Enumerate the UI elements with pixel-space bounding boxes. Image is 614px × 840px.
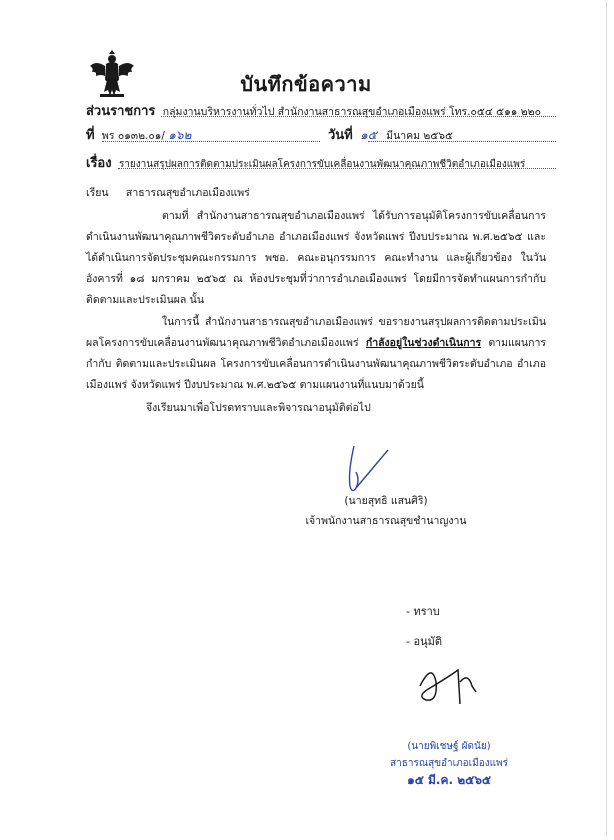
ref-value: พร ๐๑๓๒.๐๑/	[101, 130, 165, 142]
para2-text-after: ตามแผนการกำกับ ติดตามและประเมินผล โครงการขับเคลื่อนการดำเนินงานพัฒนาคุณภาพชีวิตระดับอำเภอ อำเภอเมืองแพร่ จังหวัดแพร่ ปีงบประมาณ พ.ศ.๒๕๖๕ ตามแผนงานที่แนบมาด้วยนี้	[86, 337, 546, 391]
agency-label: ส่วนราชการ	[86, 104, 156, 119]
date-handwritten-day: ๑๕	[360, 128, 377, 142]
agency-underline	[161, 116, 556, 117]
body-paragraph-2	[86, 312, 546, 396]
to-value: สาธารณสุขอำเภอเมืองแพร่	[125, 187, 250, 199]
approver-position: สาธารณสุขอำเภอเมืองแพร่	[390, 758, 508, 769]
note-acknowledge: - ทราบ	[406, 605, 440, 618]
requester-position: เจ้าพนักงานสาธารณสุขชำนาญงาน	[305, 515, 467, 527]
agency-row	[86, 100, 541, 121]
ref-label: ที่	[86, 128, 95, 143]
memo-page	[6, 2, 607, 836]
date-underline	[368, 141, 556, 142]
subject-label: เรื่อง	[86, 156, 112, 171]
approver-signature-icon	[402, 652, 502, 712]
para2-emphasis: กำลังอยู่ในช่วงดำเนินการ	[365, 337, 482, 349]
date-value: มีนาคม ๒๕๖๕	[386, 130, 453, 142]
subject-value: รายงานสรุปผลการติดตามประเมินผลโครงการขับเคลื่อนงานพัฒนาคุณภาพชีวิตอำเภอเมืองแพร่	[118, 159, 526, 170]
subject-row	[86, 152, 525, 173]
ref-handwritten-number: ๑๖๒	[168, 128, 192, 142]
para1-text: ตามที่ สำนักงานสาธารณสุขอำเภอเมืองแพร่ ได้รับการอนุมัติโครงการขับเคลื่อนการดำเนินงานพัฒนาคุณภาพชีวิตระดับอำเภอ อำเภอเมืองแพร่ จังหวัดแพร่ ปีงบประมาณ พ.ศ.๒๕๖๕ และได้ดำเนินการจัดประชุมคณะกรรมการ พชอ. คณะอนุกรรมการ คณะทำงาน และผู้เกี่ยวข้อง ในวันอังคารที่ ๑๘ มกราคม ๒๕๖๕ ณ ห้องประชุมที่ว่าการอำเภอเมืองแพร่ โดยมีการจัดทำแผนการกำกับ ติดตามและประเมินผล นั้น	[86, 210, 546, 306]
salutation-row	[86, 184, 250, 201]
closing-paragraph	[86, 398, 546, 419]
ref-underline	[102, 141, 320, 142]
approver-date: ๑๕ มี.ค. ๒๕๖๕	[407, 773, 491, 787]
approver-name: (นายพิเชษฐ์ ผัดนัย)	[407, 741, 491, 752]
memo-title: บันทึกข้อความ	[240, 72, 372, 96]
note-approve: - อนุมัติ	[406, 635, 442, 648]
date-label: วันที่	[328, 128, 353, 143]
approver-stamp	[374, 738, 524, 789]
agency-value: กลุ่มงานบริหารงานทั่วไป สำนักงานสาธารณสุขอำเภอเมืองแพร่ โทร.๐๕๔ ๕๑๑ ๒๒๐	[162, 106, 542, 118]
to-label: เรียน	[86, 187, 109, 199]
subject-underline	[118, 168, 556, 169]
para2-text-before: ในการนี้ สำนักงานสาธารณสุขอำเภอเมืองแพร่ ขอรายงานสรุปผลการติดตามประเมินผลโครงการขับเคลื่อนงานพัฒนาคุณภาพชีวิตอำเภอเมืองแพร่	[86, 316, 546, 349]
requester-name: (นายสุทธิ แสนศิริ)	[344, 495, 428, 507]
body-paragraph-1	[86, 206, 546, 311]
closing-text: จึงเรียนมาเพื่อโปรดทราบและพิจารณาอนุมัติต่อไป	[146, 402, 371, 414]
